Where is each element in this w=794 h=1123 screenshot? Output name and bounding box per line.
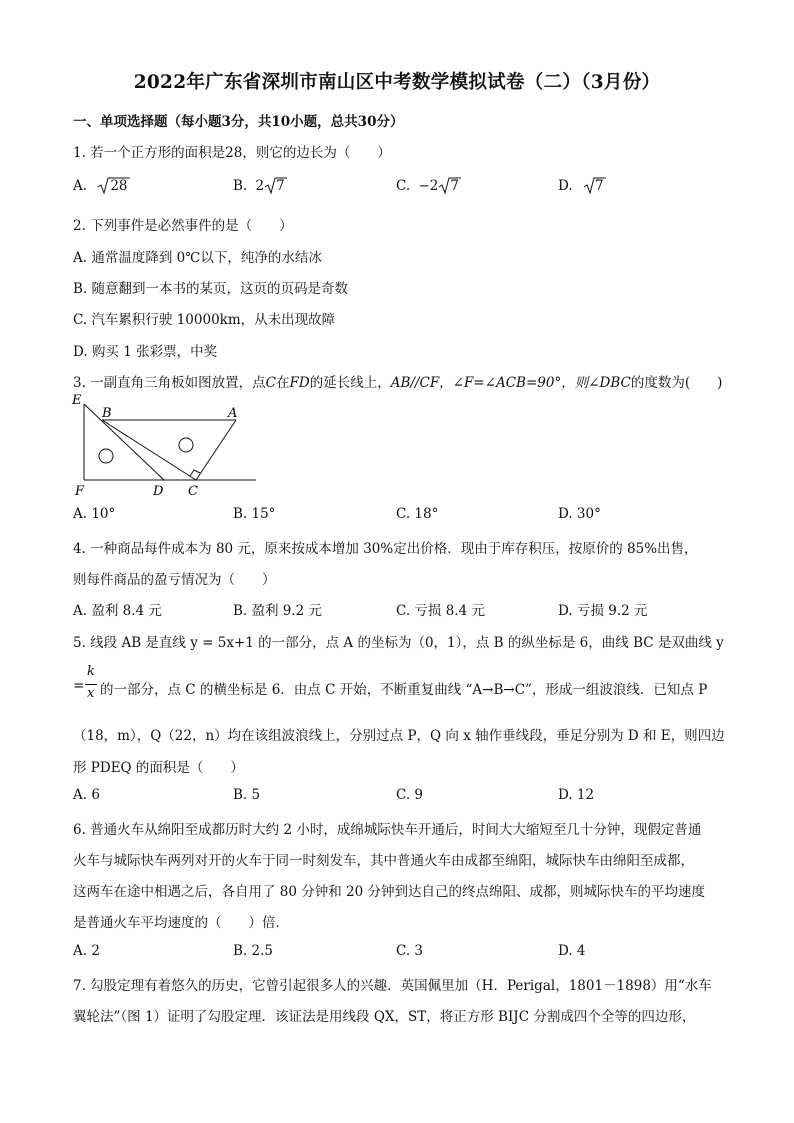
q5-stem-line2: 的一部分，点 C 的横坐标是 6．由点 C 开始，不断重复曲线 “A→B→C”，形成一组波浪线．已知点 P	[100, 682, 708, 698]
q5-option-d[interactable]: D. 12	[558, 787, 595, 803]
q5-stem-line4: 形 PDEQ 的面积是（ ）	[73, 760, 244, 776]
q1-stem: 1. 若一个正方形的面积是28，则它的边长为（ ）	[73, 145, 391, 161]
q6-stem-line1: 6. 普通火车从绵阳至成都历时大约 2 小时，成绵城际快车开通后，时间大大缩短至几十分钟，现假定普通	[73, 822, 702, 838]
q5-stem-line1: 5. 线段 AB 是直线 y = 5x+1 的一部分，点 A 的坐标为（0，1），点 B 的纵坐标是 6，曲线 BC 是双曲线 y	[73, 635, 724, 651]
q2-option-b[interactable]: B. 随意翻到一本书的某页，这页的页码是奇数	[73, 281, 349, 297]
q2-stem: 2. 下列事件是必然事件的是（ ）	[73, 218, 293, 234]
q3-option-a[interactable]: A. 10°	[73, 506, 116, 522]
sqrt-symbol: 7	[438, 178, 459, 194]
q6-option-a[interactable]: A. 2	[73, 943, 100, 959]
q3-stem: 3. 一副直角三角板如图放置，点C在FD的延长线上，AB//CF，∠F=∠ACB=90°，则∠DBC的度数为( )	[73, 375, 723, 391]
q2-option-c[interactable]: C. 汽车累积行驶 10000km，从未出现故障	[73, 312, 336, 328]
q4-stem-line2: 则每件商品的盈亏情况为（ ）	[73, 572, 276, 588]
fig-label-C: C	[188, 484, 198, 499]
sqrt-symbol: 7	[583, 178, 604, 194]
q6-option-b[interactable]: B. 2.5	[233, 943, 273, 959]
q6-option-d[interactable]: D. 4	[558, 943, 586, 959]
fig-label-B: B	[102, 406, 112, 421]
q5-stem-line3: （18，m），Q（22，n）均在该组波浪线上，分别过点 P，Q 向 x 轴作垂线段，垂足分别为 D 和 E，则四边	[73, 728, 725, 744]
q4-option-c[interactable]: C. 亏损 8.4 元	[396, 603, 485, 619]
q1-option-c[interactable]: C. −2 7	[396, 178, 459, 194]
q5-fraction-numerator: k	[87, 664, 95, 679]
q3-option-c[interactable]: C. 18°	[396, 506, 439, 522]
q4-option-b[interactable]: B. 盈利 9.2 元	[233, 603, 323, 619]
q2-option-d[interactable]: D. 购买 1 张彩票，中奖	[73, 344, 218, 360]
sqrt-symbol: 7	[264, 178, 285, 194]
q3-option-d[interactable]: D. 30°	[558, 506, 601, 522]
q5-option-b[interactable]: B. 5	[233, 787, 261, 803]
fig-label-D: D	[153, 484, 164, 499]
fig-label-F: F	[75, 484, 85, 499]
q1-option-d[interactable]: D. 7	[558, 178, 604, 194]
fig-label-E: E	[72, 393, 82, 408]
q5-option-a[interactable]: A. 6	[73, 787, 100, 803]
q6-stem-line4: 是普通火车平均速度的（ ）倍．	[73, 915, 289, 931]
q4-option-d[interactable]: D. 亏损 9.2 元	[558, 603, 648, 619]
q1-option-a[interactable]: A. 28	[73, 178, 128, 194]
q3-option-b[interactable]: B. 15°	[233, 506, 276, 522]
section-heading: 一、单项选择题（每小题3分，共10小题，总共30分）	[73, 114, 404, 130]
q1-option-b[interactable]: B. 2 7	[233, 178, 285, 194]
fig-label-A: A	[228, 406, 238, 421]
triangle-set-square-figure	[66, 392, 266, 500]
q5-option-c[interactable]: C. 9	[396, 787, 424, 803]
q6-stem-line3: 这两车在途中相遇之后，各自用了 80 分钟和 20 分钟到达自己的终点绵阳、成都，则城际快车的平均速度	[73, 884, 706, 900]
q2-option-a[interactable]: A. 通常温度降到 0℃以下，纯净的水结冰	[73, 250, 322, 266]
q5-fraction-denominator: x	[87, 686, 95, 701]
exam-title: 2022年广东省深圳市南山区中考数学模拟试卷（二）（3月份）	[133, 72, 661, 93]
fraction-bar	[85, 684, 97, 685]
q6-option-c[interactable]: C. 3	[396, 943, 424, 959]
q4-option-a[interactable]: A. 盈利 8.4 元	[73, 603, 162, 619]
q7-stem-line2: 翼轮法”（图 1）证明了勾股定理．该证法是用线段 QX，ST，将正方形 BIJC 分割成四个全等的四边形，	[73, 1009, 696, 1025]
q6-stem-line2: 火车与城际快车两列对开的火车于同一时刻发车，其中普通火车由成都至绵阳，城际快车由绵阳至成都，	[73, 853, 694, 869]
sqrt-symbol: 28	[97, 178, 127, 194]
q5-equals: =	[73, 678, 85, 694]
q7-stem-line1: 7. 勾股定理有着悠久的历史，它曾引起很多人的兴趣．英国佩里加（H．Perigal，1801－1898）用“水车	[73, 978, 712, 994]
q4-stem-line1: 4. 一种商品每件成本为 80 元，原来按成本增加 30%定出价格．现由于库存积压，按原价的 85%出售，	[73, 541, 698, 557]
